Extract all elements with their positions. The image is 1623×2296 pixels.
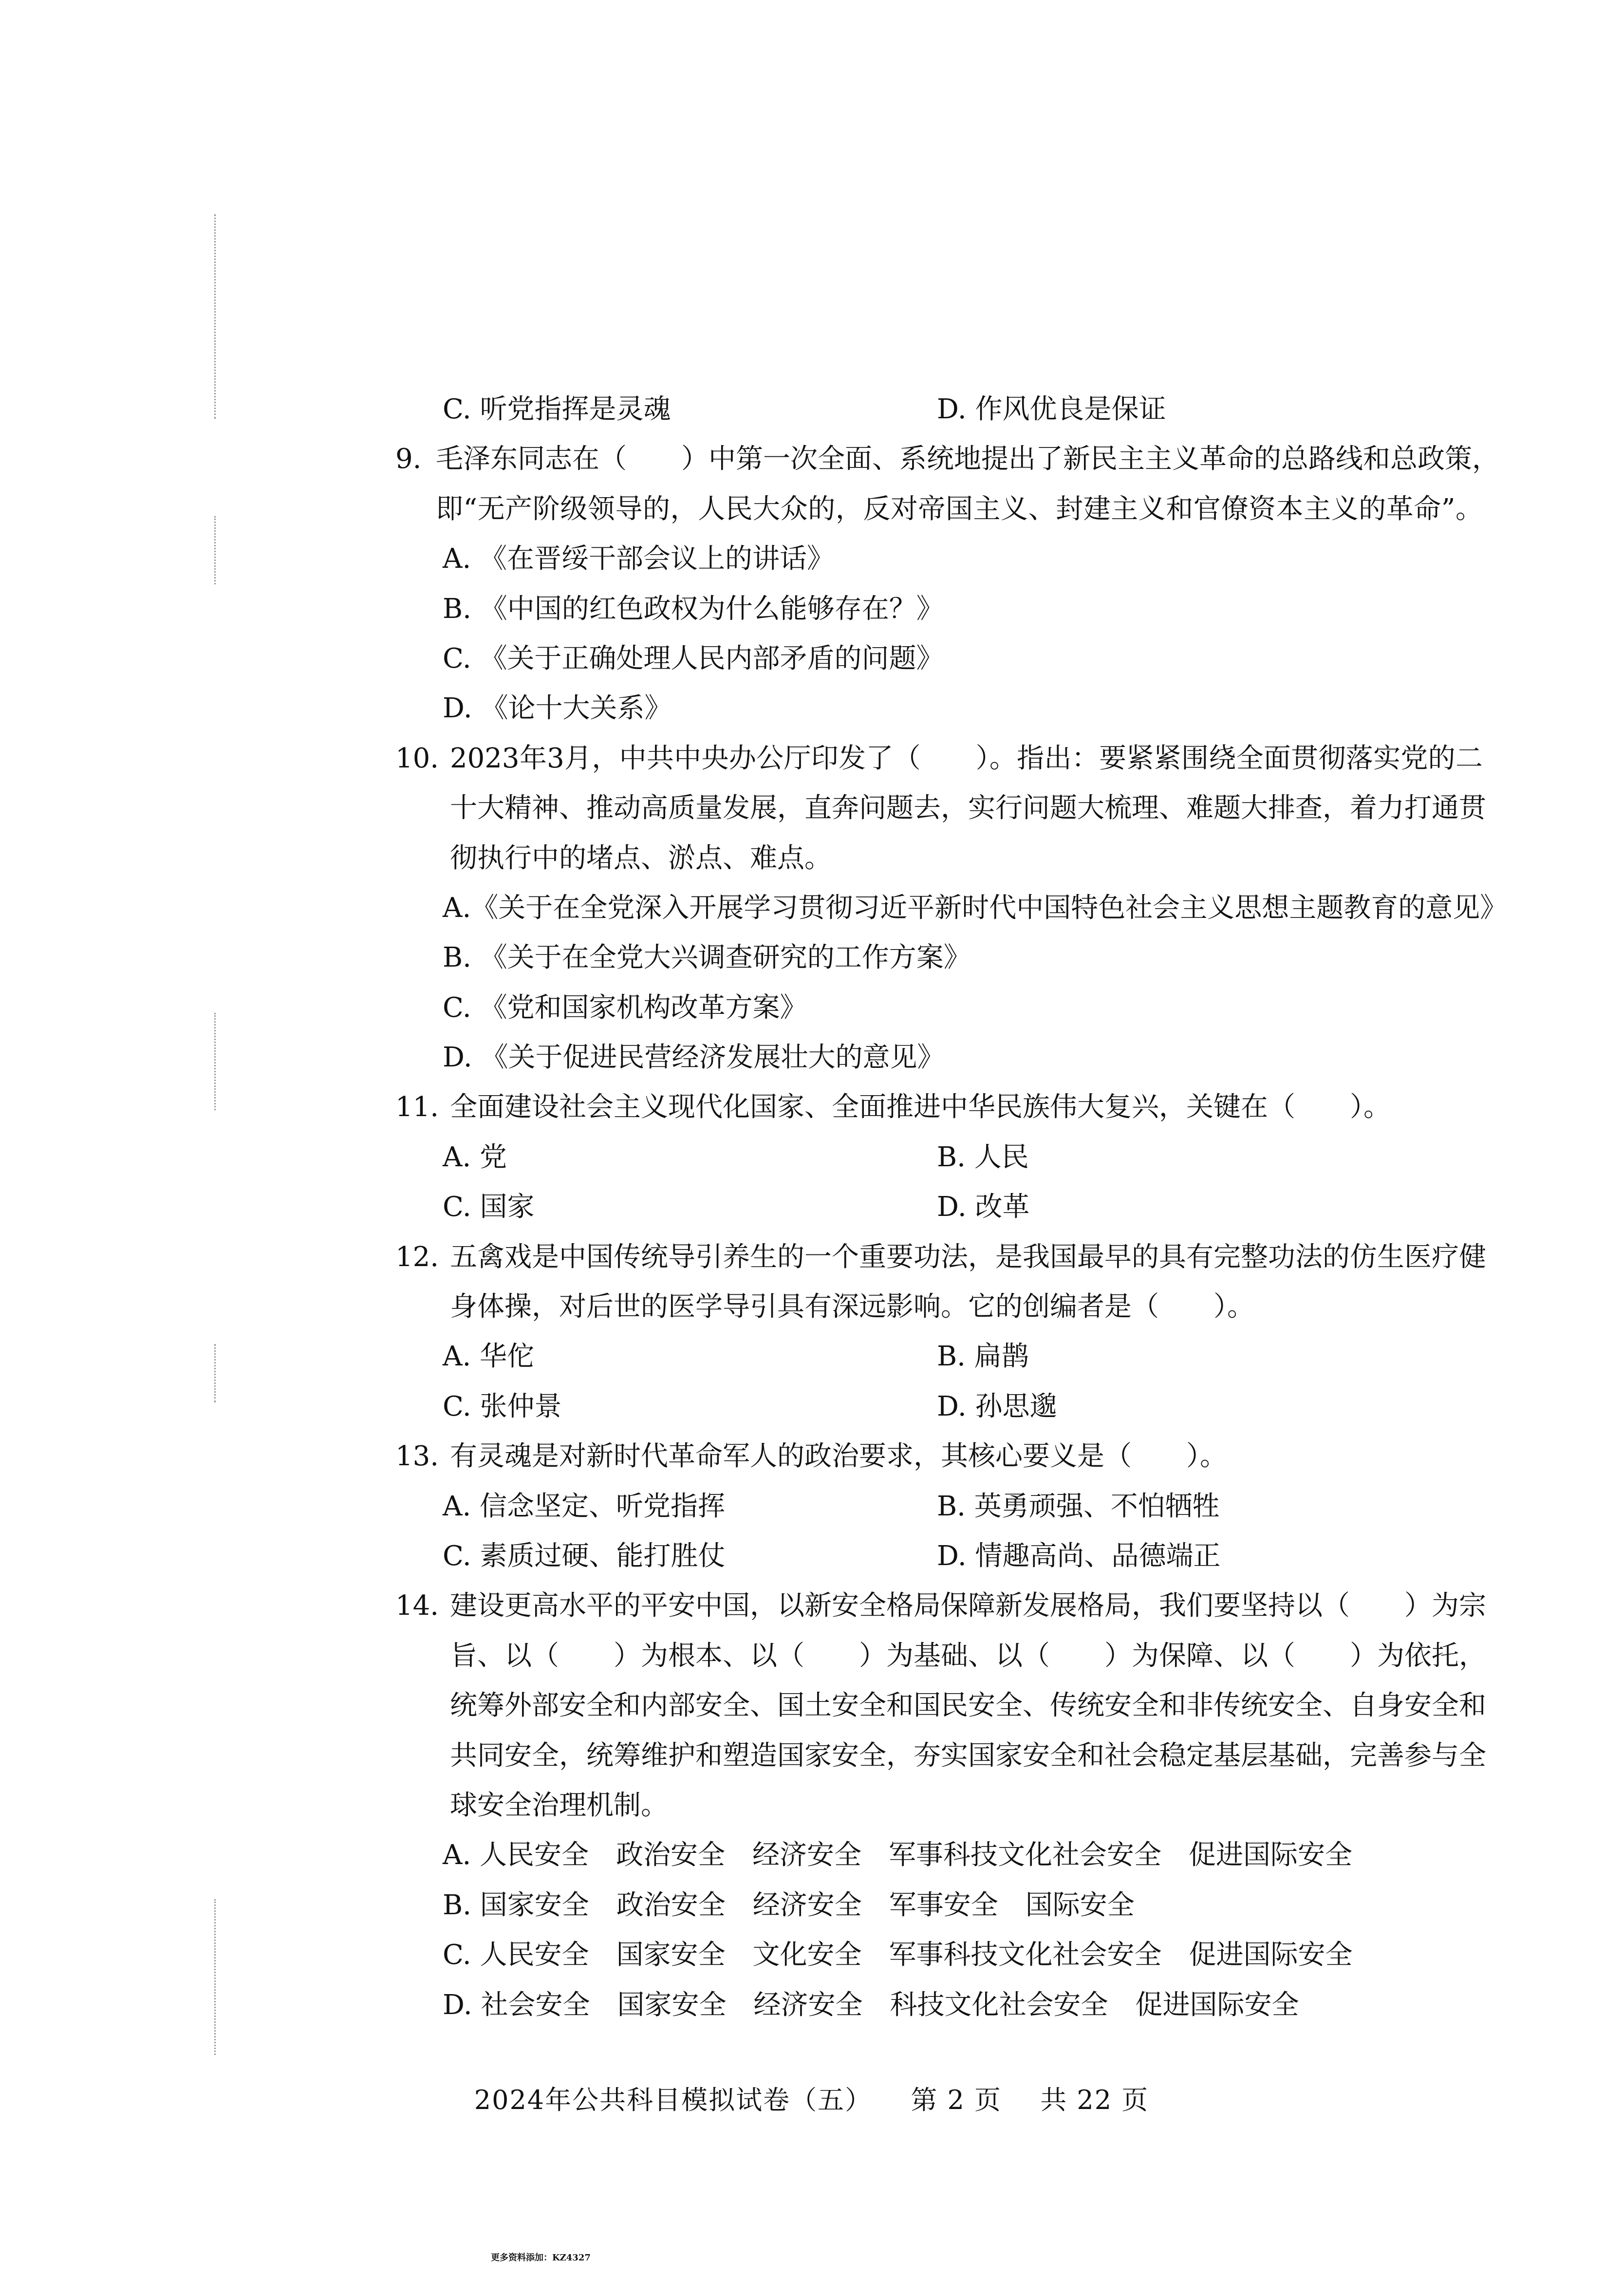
option: D. 作风优良是保证 — [937, 393, 1166, 425]
question-number: 14. — [395, 1590, 439, 1622]
option: C. 张仲景 — [443, 1390, 562, 1422]
option: B. 人民 — [937, 1141, 1029, 1173]
option: C. 素质过硬、能打胜仗 — [443, 1540, 726, 1572]
question-text: 旨、以（ ）为根本、以（ ）为基础、以（ ）为保障、以（ ）为依托， — [450, 1640, 1486, 1672]
question-number: 12. — [395, 1241, 439, 1273]
page-footer — [0, 2079, 1623, 2117]
option: D. 情趣高尚、品德端正 — [937, 1540, 1221, 1572]
question-text: 全面建设社会主义现代化国家、全面推进中华民族伟大复兴，关键在（ ）。 — [450, 1091, 1391, 1123]
question-number: 9. — [395, 443, 422, 475]
question-text: 统筹外部安全和内部安全、国土安全和国民安全、传统安全和非传统安全、自身安全和 — [450, 1690, 1486, 1722]
question-text: 五禽戏是中国传统导引养生的一个重要功法，是我国最早的具有完整功法的仿生医疗健 — [450, 1241, 1486, 1273]
question-text: 彻执行中的堵点、淤点、难点。 — [450, 842, 832, 874]
exam-page — [0, 385, 1623, 2030]
option: D. 《论十大关系》 — [443, 692, 672, 725]
option: C. 《关于正确处理人民内部矛盾的问题》 — [443, 642, 944, 674]
option: A.《关于在全党深入开展学习贯彻习近平新时代中国特色社会主义思想主题教育的意见》 — [443, 892, 1508, 924]
option: B. 《关于在全党大兴调查研究的工作方案》 — [443, 942, 971, 974]
question-text: 毛泽东同志在（ ）中第一次全面、系统地提出了新民主主义革命的总路线和总政策， — [436, 443, 1499, 475]
q8-options-row — [0, 385, 1623, 434]
option: C. 听党指挥是灵魂 — [443, 393, 671, 425]
option: B. 英勇顽强、不怕牺牲 — [937, 1490, 1220, 1522]
question-13 — [0, 1432, 1623, 1481]
option: C. 人民安全 国家安全 文化安全 军事科技文化社会安全 促进国际安全 — [443, 1939, 1353, 1971]
option: A. 党 — [443, 1141, 507, 1173]
question-10 — [0, 734, 1623, 784]
question-12 — [0, 1232, 1623, 1282]
question-text: 身体操，对后世的医学导引具有深远影响。它的创编者是（ ）。 — [450, 1291, 1254, 1323]
question-text: 即“无产阶级领导的，人民大众的，反对帝国主义、封建主义和官僚资本主义的革命”。 — [436, 493, 1483, 525]
option: D. 孙思邈 — [937, 1390, 1057, 1422]
option: C. 《党和国家机构改革方案》 — [443, 991, 807, 1024]
option: D. 《关于促进民营经济发展壮大的意见》 — [443, 1042, 945, 1074]
question-11 — [0, 1083, 1623, 1132]
question-number: 10. — [395, 742, 439, 774]
question-9 — [0, 434, 1623, 484]
question-text: 球安全治理机制。 — [450, 1789, 668, 1821]
option: A. 人民安全 政治安全 经济安全 军事科技文化社会安全 促进国际安全 — [443, 1839, 1353, 1871]
question-text: 建设更高水平的平安中国，以新安全格局保障新发展格局，我们要坚持以（ ）为宗 — [450, 1590, 1486, 1622]
option: A. 《在晋绥干部会议上的讲话》 — [443, 543, 835, 575]
page-number: 第 2 页 — [911, 2085, 1002, 2115]
question-text: 有灵魂是对新时代革命军人的政治要求，其核心要义是（ ）。 — [450, 1440, 1227, 1473]
option: D. 改革 — [937, 1191, 1030, 1223]
question-text: 共同安全，统筹维护和塑造国家安全，夯实国家安全和社会稳定基层基础，完善参与全 — [450, 1739, 1486, 1772]
question-text: 2023年3月，中共中央办公厅印发了（ ）。指出：要紧紧围绕全面贯彻落实党的二 — [450, 742, 1483, 774]
question-number: 13. — [395, 1440, 439, 1473]
option: A. 信念坚定、听党指挥 — [443, 1490, 726, 1522]
watermark-note: 更多资料添加：KZ4327 — [491, 2253, 591, 2263]
question-text: 十大精神、推动高质量发展，直奔问题去，实行问题大梳理、难题大排查，着力打通贯 — [450, 792, 1486, 824]
option: C. 国家 — [443, 1191, 535, 1223]
page-total: 共 22 页 — [1040, 2085, 1149, 2115]
option: B. 《中国的红色政权为什么能够存在？》 — [443, 593, 944, 625]
question-number: 11. — [395, 1091, 439, 1123]
option: B. 扁鹊 — [937, 1341, 1029, 1373]
question-14 — [0, 1581, 1623, 1631]
option: B. 国家安全 政治安全 经济安全 军事安全 国际安全 — [443, 1889, 1135, 1921]
exam-title: 2024年公共科目模拟试卷（五） — [474, 2085, 873, 2115]
option: D. 社会安全 国家安全 经济安全 科技文化社会安全 促进国际安全 — [443, 1989, 1299, 2021]
option: A. 华佗 — [443, 1341, 535, 1373]
